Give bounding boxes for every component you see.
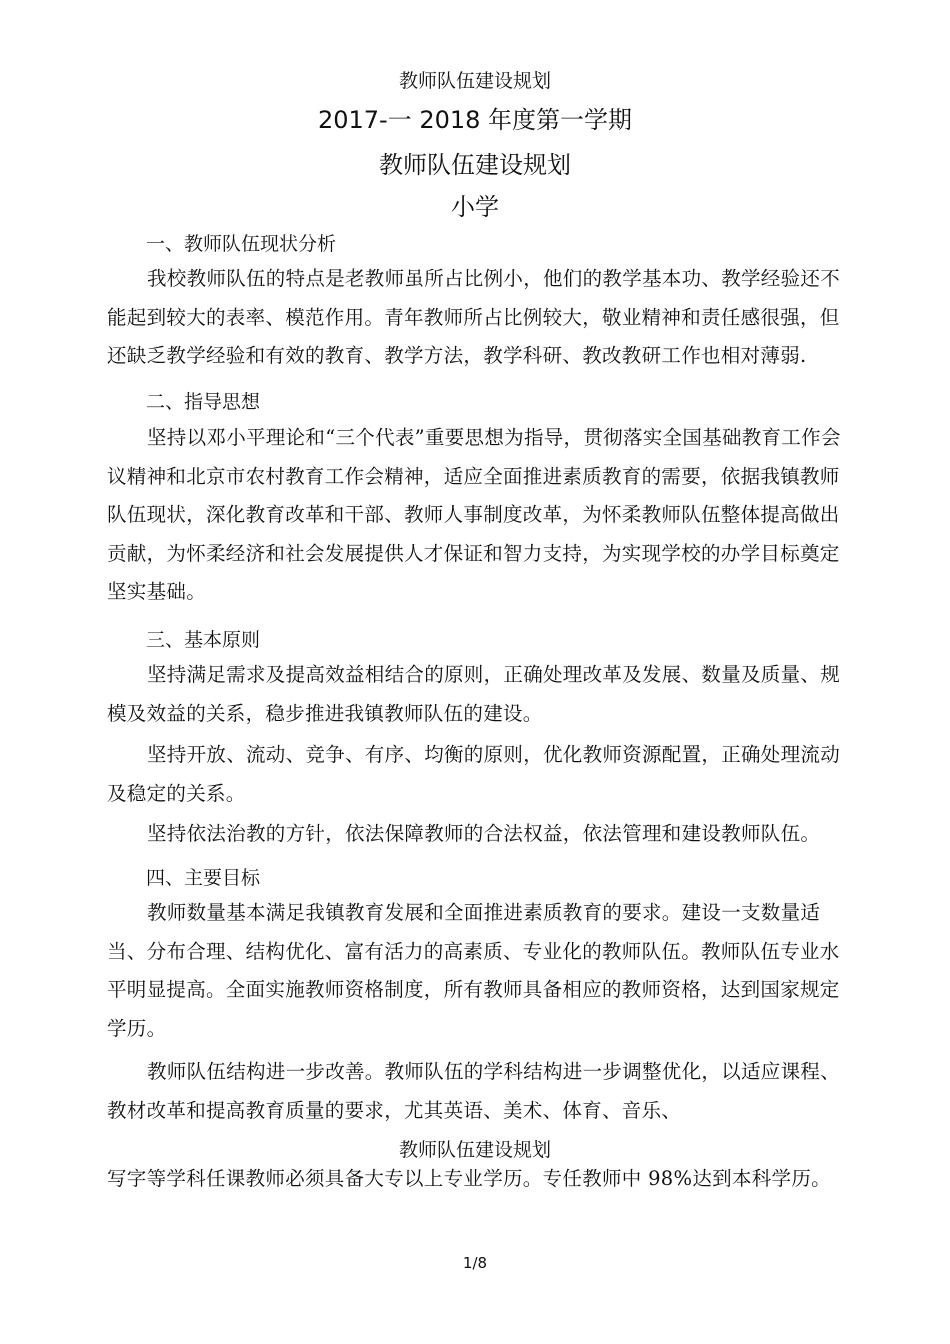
section-4-paragraph-2: 教师队伍结构进一步改善。教师队伍的学科结构进一步调整优化，以适应课程、教材改革和提高教育质量的要求，尤其英语、美术、体育、音乐、 bbox=[107, 1060, 841, 1122]
title-line-1: 2017-一 2018 年度第一学期 bbox=[317, 106, 633, 134]
page-header-repeat: 教师队伍建设规划 bbox=[398, 1139, 551, 1161]
section-3-heading: 三、基本原则 bbox=[146, 629, 261, 651]
section-3-paragraph-3: 坚持依法治教的方针，依法保障教师的合法权益，依法管理和建设教师队伍。 bbox=[147, 822, 821, 845]
page-number: 1/8 bbox=[462, 1254, 488, 1272]
title-line-2: 教师队伍建设规划 bbox=[379, 151, 571, 179]
title-line-3: 小学 bbox=[451, 193, 499, 221]
continuation-paragraph: 写字等学科任课教师必须具备大专以上专业学历。专任教师中 98%达到本科学历。 bbox=[107, 1167, 831, 1190]
section-2-paragraph: 坚持以邓小平理论和“三个代表”重要思想为指导，贯彻落实全国基础教育工作会议精神和北京市农村教育工作会精神，适应全面推进素质教育的需要，依据我镇教师队伍现状，深化教育改革和干部、教师人事制度改革，为怀柔教师队伍整体提高做出贡献，为怀柔经济和社会发展提供人才保证和智力支持，为实现学校的办学目标奠定坚实基础。 bbox=[107, 426, 841, 603]
section-2-heading: 二、指导思想 bbox=[146, 391, 261, 413]
section-3-paragraph-1: 坚持满足需求及提高效益相结合的原则，正确处理改革及发展、数量及质量、规模及效益的关系，稳步推进我镇教师队伍的建设。 bbox=[107, 663, 841, 725]
section-1-paragraph: 我校教师队伍的特点是老教师虽所占比例小，他们的教学基本功、教学经验还不能起到较大的表率、模范作用。青年教师所占比例较大，敬业精神和责任感很强，但还缺乏教学经验和有效的教育、教学方法，教学科研、教改教研工作也相对薄弱. bbox=[107, 267, 841, 367]
section-4-heading: 四、主要目标 bbox=[146, 867, 261, 889]
section-3-paragraph-2: 坚持开放、流动、竞争、有序、均衡的原则，优化教师资源配置，正确处理流动及稳定的关系。 bbox=[107, 743, 841, 805]
page-header: 教师队伍建设规划 bbox=[398, 70, 551, 92]
section-4-paragraph-1: 教师数量基本满足我镇教育发展和全面推进素质教育的要求。建设一支数量适当、分布合理、结构优化、富有活力的高素质、专业化的教师队伍。教师队伍专业水平明显提高。全面实施教师资格制度，所有教师具备相应的教师资格，达到国家规定学历。 bbox=[107, 901, 840, 1040]
section-1-heading: 一、教师队伍现状分析 bbox=[146, 233, 337, 255]
